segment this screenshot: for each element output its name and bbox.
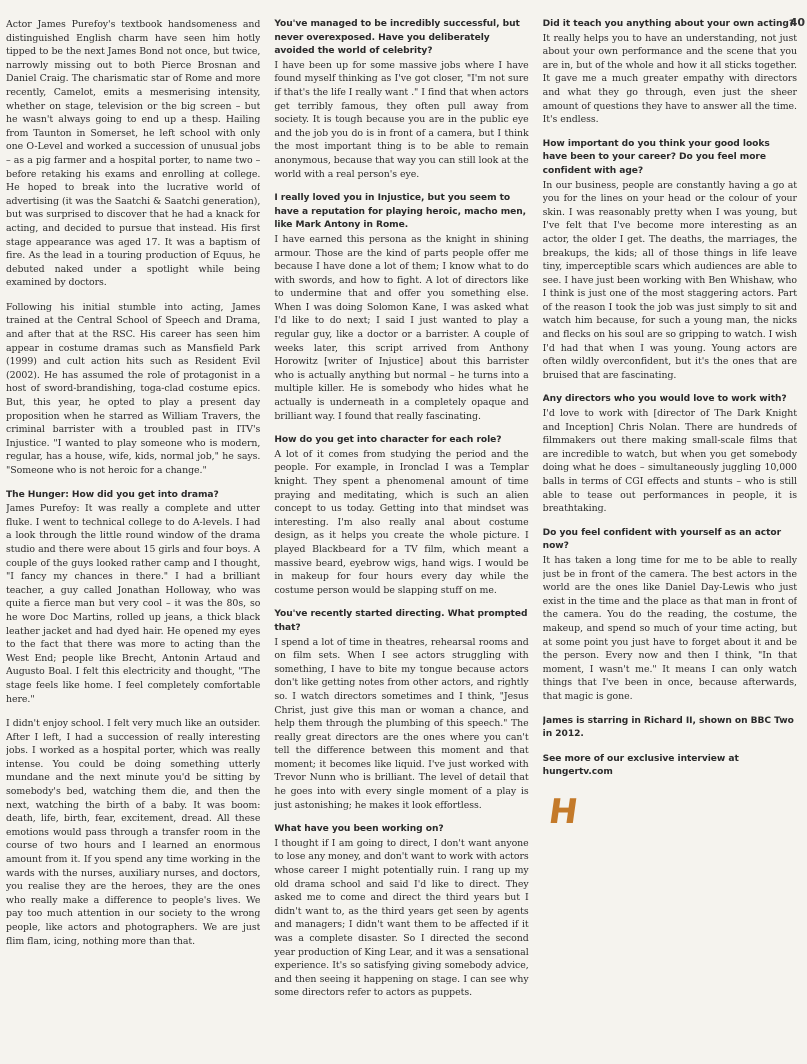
question-directors: Any directors who you would love to work with? (542, 394, 787, 405)
page-number: 40 (789, 16, 805, 29)
question-confident: Do you feel confident with yourself as an actor now? (542, 527, 782, 552)
answer-own-acting: It really helps you to have an understanding, not just about your own performance and the scene that you are in, but of the whole and how it all sticks together. It gave me a much greater empathy with directors and what they go through, even just the sheer amount of questions they have to answer all the time. It's endless. (542, 32, 797, 126)
answer-working-on: I thought if I am going to direct, I don't want anyone to lose any money, and don't want to work with actors whose career I might potentially ruin. I rang up my old drama school and said I'd like to direct. They asked me to come and direct the third years but I didn't want to, as the third years get seen by agents and managers; I didn't want them to be affected if it was a complete disaster. So I directed the second year production of King Lear, and it was a sensational experience. It's so satisfying giving somebody advice, and then seeing it happening on stage. I can see why some directors refer to actors as puppets. (274, 837, 529, 999)
answer-good-looks: In our business, people are constantly having a go at you for the lines on your head or the colour of your skin. I was reasonably pretty when I was young, but I've felt that I've become more interesting as an actor, the older I get. The deaths, the marriages, the breakups, the kids; all of those things in life leave tiny, imperceptible scars which audiences are able to see. I have just been working with Ben Whishaw, who I think is just one of the most staggering actors. Part of the reason I took the job was just simply to sit and watch him because, for such a young man, the nicks and flecks on his soul are so gripping to watch. I wish I'd had that when I was young. Young actors are often wildly overconfident, but it's the ones that are bruised that are fascinating. (542, 179, 797, 381)
answer-directing: I spend a lot of time in theatres, rehearsal rooms and on film sets. When I see actors struggling with something, I have to bite my tongue because actors don't like getting notes from other actors, and rightly so. I watch directors sometimes and I think, "Jesus Christ, just give this man or woman a chance, and help them through the plumbing of this speech." The really great directors are the ones where you can't tell the difference between this moment and that moment; it becomes like liquid. I've just worked with Trevor Nunn who is brilliant. The level of detail that he goes into with every single moment of a play is just astonishing; he makes it look effortless. (274, 636, 529, 811)
hunger-logo-mark: H (545, 791, 580, 832)
caption-richard-ii: James is starring in Richard II, shown on BBC Two in 2012. (542, 715, 794, 740)
intro-paragraph-1: Actor James Purefoy's textbook handsomeness and distinguished English charm have seen him hotly tipped to be the next James Bond not once, but twice, narrowly missing out to both Pierce Brosnan and Daniel Craig. The charismatic star of Rome and more recently, Camelot, emits a mesmerising intensity, whether on stage, television or the big screen – but he wasn't always going to end up a thesp. Hailing from Taunton in Somerset, he left school with only one O-Level and worked a succession of unusual jobs – as a pig farmer and a hospital porter, to name two – before retaking his exams and enrolling at college. He hoped to break into the lucrative world of advertising (it was the Saatchi & Saatchi generation), but was surprised to discover that he had a knack for acting, and decided to pursue that instead. His first stage appearance was aged 17. It was a baptism of fire. As the lead in a touring production of Equus, he debuted naked under a spotlight while being examined by doctors. (6, 19, 261, 289)
question-injustice: I really loved you in Injustice, but you seem to have a reputation for playing heroic, macho men, like Mark Antony in Rome. (274, 193, 527, 231)
article-columns (6, 18, 797, 1048)
question-good-looks: How important do you think your good looks have been to your career? Do you feel more confident with age? (542, 138, 770, 176)
answer-drama-continued: I didn't enjoy school. I felt very much like an outsider. After I left, I had a succession of really interesting jobs. I worked as a hospital porter, which was really intense. You could be doing something utterly mundane and the next minute you'd be sitting by somebody's bed, watching them die, and then the next, watching the birth of a baby. It was boom: death, life, birth, fear, excitement, dread. All these emotions would pass through a transfer room in the course of two hours and I learned an enormous amount from it. If you spend any time working in the wards with the nurses, auxiliary nurses, and doctors, you realise they are the heroes, they are the ones who really make a difference to people's lives. We pay too much attention in our society to the wrong people, like actors and photographers. We are just flim flam, icing, nothing more than that. (6, 718, 261, 947)
answer-confident: It has taken a long time for me to be able to really just be in front of the camera. The best actors in the world are the ones like Daniel Day-Lewis who just exist in the time and the place as that man in front of the camera. You do the reading, the costume, the makeup, and spend so much of your time acting, but at some point you just have to forget about it and be the person. Every now and then I think, "In that moment, I wasn't me." It means I can only watch things that I've been in once, because afterwards, that magic is gone. (542, 554, 797, 702)
question-drama: The Hunger: How did you get into drama? (6, 489, 219, 500)
answer-drama: James Purefoy: It was really a complete and utter fluke. I went to technical college to do A-levels. I had a look through the little round window of the drama studio and there were about 15 girls and four boys. A couple of the guys looked rather camp and I thought, "I fancy my chances in there." I had a brilliant teacher, a guy called Jonathan Holloway, who was quite a fierce man but very cool – it was the 80s, so he wore Doc Martins, rolled up jeans, a thick black leather jacket and had dyed hair. He opened my eyes to the fact that there was more to acting than the West End; people like Brecht, Antonin Artaud and Augusto Boal. I felt this electricity and thought, "The stage feels like home. I feel completely comfortable here." (6, 503, 261, 705)
answer-injustice: I have earned this persona as the knight in shining armour. Those are the kind of parts people offer me because I have done a lot of them; I know what to do with swords, and how to fight. A lot of directors like to undermine that and offer you something else. When I was doing Solomon Kane, I was asked what I'd like to do next; I said I just wanted to play a regular guy, like a doctor or a barrister. A couple of weeks later, this script arrived from Anthony Horowitz [writer of Injustice] about this barrister who is actually anything but normal – he turns into a multiple killer. He is somebody who hides what he actually is underneath in a completely opaque and brilliant way. I found that really fascinating. (274, 233, 529, 422)
answer-directors: I'd love to work with [director of The Dark Knight and Inception] Chris Nolan. There are hundreds of filmmakers out there making small-scale films that are incredible to watch, but when you get somebody doing what he does – simultaneously juggling 10,000 balls in terms of CGI effects and stunts – who is still able to tease out performances in people, it is breathtaking. (542, 408, 797, 515)
answer-celebrity: I have been up for some massive jobs where I have found myself thinking as I've got closer, "I'm not sure if that's the life I really want ." I find that when actors get terribly famous, they often pull away from society. It is tough because you are in the public eye and the job you do is in front of a camera, but I think the most important thing is to be able to remain anonymous, because that way you can still look at the world with a real person's eye. (274, 59, 529, 180)
intro-paragraph-2: Following his initial stumble into acting, James trained at the Central School of Speech and Drama, and after that at the RSC. His career has seen him appear in costume dramas such as Mansfield Park (1999) and cult action hits such as Resident Evil (2002). He has assumed the role of protagonist in a host of sword-brandishing, toga-clad costume epics. But, this year, he opted to play a present day proposition when he starred as William Travers, the criminal barrister with a troubled past in ITV's Injustice. "I wanted to play someone who is modern, regular, has a house, wife, kids, normal job," he says. "Someone who is not heroic for a change." (6, 301, 261, 476)
column-2 (274, 18, 528, 1048)
question-directing: You've recently started directing. What prompted that? (274, 609, 528, 633)
question-working-on: What have you been working on? (274, 824, 444, 835)
caption-website: See more of our exclusive interview at hungertv.com (542, 753, 739, 778)
column-3 (543, 18, 797, 1048)
column-1 (6, 18, 260, 1048)
question-character: How do you get into character for each role? (274, 435, 502, 446)
question-own-acting: Did it teach you anything about your own acting? (542, 19, 795, 29)
question-celebrity: You've managed to be incredibly successful, but never overexposed. Have you deliberately avoided the world of celebrity? (274, 19, 520, 57)
answer-character: A lot of it comes from studying the period and the people. For example, in Ironclad I was a Templar knight. They spent a phenomenal amount of time praying and meditating, which is such an alien concept to us today. Getting into that mindset was interesting. I'm also really anal about costume design, as it helps you create the whole picture. I played Blackbeard for a TV film, which meant a massive beard, eyebrow wigs, hand wigs. I would be in makeup for four hours every day while the costume person would be slapping stuff on me. (274, 448, 529, 596)
